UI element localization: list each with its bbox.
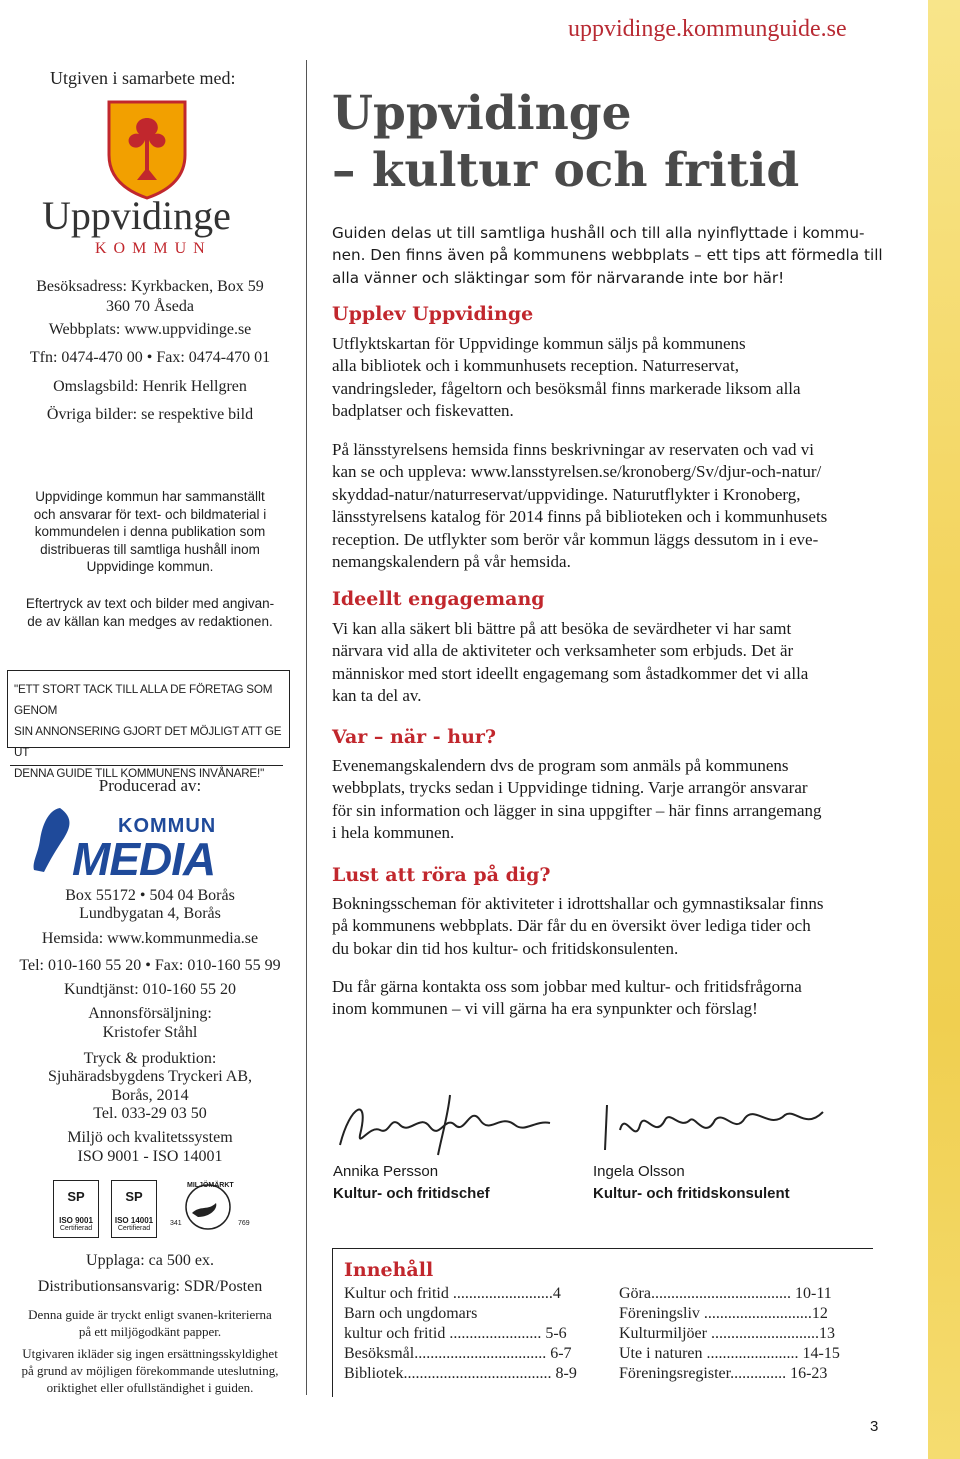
toc-item[interactable]: Föreningsregister.............. 16-23: [619, 1365, 828, 1382]
media-logo-top: KOMMUN: [118, 815, 217, 837]
cover-photo-credit: Omslagsbild: Henrik Hellgren: [53, 378, 247, 395]
section-lust-p2: Du får gärna kontakta oss som jobbar med kultur- och fritidsfrågorna inom kommunen – vi vill gärna ha era synpunkter och förslag!: [332, 977, 802, 1019]
env-label: Miljö och kvalitetssystem: [67, 1129, 233, 1146]
cert1-top: SP: [67, 1189, 85, 1204]
signature-ingela-icon: [595, 1090, 835, 1160]
toc-item[interactable]: Ute i naturen ....................... 14-15: [619, 1345, 840, 1362]
section-title-lust: Lust att röra på dig?: [332, 864, 551, 886]
table-of-contents: [332, 1248, 873, 1397]
cert2-top: SP: [125, 1189, 143, 1204]
divider: [10, 765, 283, 766]
producer-customer-service: Kundtjänst: 010-160 55 20: [64, 981, 236, 998]
published-with-label: Utgiven i samarbete med:: [50, 68, 236, 88]
kommun-website: Webbplats: www.uppvidinge.se: [48, 321, 252, 338]
cert1-sub: Certifierad: [59, 1225, 93, 1232]
producer-phone: Tel: 010-160 55 20 • Fax: 010-160 55 99: [19, 957, 281, 974]
kommun-logo-sub: KOMMUN: [95, 240, 212, 257]
toc-item[interactable]: Barn och ungdomars: [344, 1305, 478, 1322]
section-title-upplev: Upplev Uppvidinge: [332, 303, 534, 325]
responsibility-note: Uppvidinge kommun har sammanställt och ansvarar för text- och bildmaterial i kommundelen i denna publikation som distribueras till samtliga hushåll inom Uppvidinge kommun.: [33, 489, 267, 574]
toc-item[interactable]: Föreningsliv ...........................12: [619, 1305, 828, 1322]
postal-address: 360 70 Åseda: [106, 298, 194, 315]
media-logo-bottom: MEDIA: [72, 833, 216, 885]
signature-1-name: Annika Persson: [333, 1163, 439, 1180]
kommun-coat-of-arms-icon: [107, 100, 187, 200]
toc-title: Innehåll: [344, 1259, 434, 1281]
toc-item[interactable]: Besöksmål................................. 6-7: [344, 1345, 572, 1362]
visit-address: Besöksadress: Kyrkbacken, Box 59: [36, 278, 264, 295]
page-number: 3: [870, 1418, 879, 1435]
distribution: Distributionsansvarig: SDR/Posten: [37, 1278, 263, 1295]
other-photos-credit: Övriga bilder: se respektive bild: [46, 406, 254, 423]
print-city: Borås, 2014: [111, 1087, 189, 1104]
section-var-nar-p: Evenemangskalendern dvs de program som anmäls på kommunens webbplats, trycks sedan i Uppvidinge tidning. Varje arrangör ansvarar för sin information och lägger in sina uppgifter – här finns arrangemang i hela kommunen.: [332, 756, 822, 843]
section-lust-p1: Bokningsscheman för aktiviteter i idrottshallar och gymnastiksalar finns på kommunens webbplats. Där får du en översikt över lediga tider och du bokar din tid hos kultur- och fritidskonsulenten.: [332, 894, 824, 958]
signature-1-role: Kultur- och fritidschef: [333, 1185, 490, 1202]
print-label: Tryck & produktion:: [83, 1050, 217, 1067]
cert2-sub: Certifierad: [117, 1225, 151, 1232]
kommun-logo-name: Uppvidinge: [42, 193, 231, 238]
cert2-bottom: ISO 14001: [114, 1216, 154, 1225]
eco-num-1: 341: [170, 1220, 182, 1227]
section-title-ideellt: Ideellt engagemang: [332, 588, 545, 610]
toc-item[interactable]: Kulturmiljöer ...........................13: [619, 1325, 835, 1342]
toc-item[interactable]: kultur och fritid ....................... 5-6: [344, 1325, 567, 1342]
eco-num-2: 769: [238, 1220, 250, 1227]
page-title-line-1: Uppvidinge: [332, 86, 632, 141]
producer-website: Hemsida: www.kommunmedia.se: [41, 930, 259, 947]
eco-label: MILJÖMÄRKT: [187, 1182, 234, 1189]
section-upplev-p2: På länsstyrelsens hemsida finns beskrivningar av reservaten och vad vi kan se och uppleva: www.lansstyrelsen.se/kronoberg/Sv/djur-och-natur/ skyddad-natur/naturreservat/uppvidinge. Naturutflykter i Kronoberg, länsstyrelsens katalog för 2014 finns på biblioteken och i kommunhusets reception. De utflykter som berör vår kommun läggs dessutom in i eve- nemangskalendern på vår hemsida.: [332, 440, 828, 572]
toc-item[interactable]: Bibliotek..................................... 8-9: [344, 1365, 577, 1382]
ad-sales-label: Annonsförsäljning:: [88, 1005, 212, 1022]
thanks-box: "ETT STORT TACK TILL ALLA DE FÖRETAG SOM GENOM SIN ANNONSERING GJORT DET MÖJLIGT ATT GE UT DENNA GUIDE TILL KOMMUNENS INVÅNARE!": [7, 670, 290, 748]
produced-by-label: Producerad av:: [98, 776, 202, 795]
site-url: uppvidinge.kommunguide.se: [568, 16, 847, 42]
iso9001-cert-badge: [53, 1180, 99, 1238]
column-divider: [306, 60, 307, 1395]
section-upplev-p1: Utflyktskartan för Uppvidinge kommun säljs på kommunens alla bibliotek och i kommunhusets reception. Naturreservat, vandringsleder, fågeltorn och besöksmål finns markerade liksom alla badplatser och fiskevatten.: [332, 334, 801, 421]
iso14001-cert-badge: [111, 1180, 157, 1238]
kommun-phone: Tfn: 0474-470 00 • Fax: 0474-470 01: [29, 349, 271, 366]
print-tel: Tel. 033-29 03 50: [93, 1105, 207, 1122]
intro-paragraph: Guiden delas ut till samtliga hushåll och till alla nyinflyttade i kommu- nen. Den finns även på kommunens webbplats – ett tips att förmedla till alla vänner och släktingar som för närvarande inte bor här!: [332, 224, 883, 287]
section-title-var-nar: Var – när - hur?: [332, 726, 497, 748]
cert1-bottom: ISO 9001: [59, 1216, 93, 1225]
toc-item[interactable]: Kultur och fritid .........................4: [344, 1285, 561, 1302]
signature-2-name: Ingela Olsson: [593, 1163, 685, 1180]
ad-sales-name: Kristofer Ståhl: [102, 1024, 198, 1041]
page-title-line-2: – kultur och fritid: [332, 143, 800, 198]
disclaimer: Utgivaren ikläder sig ingen ersättningsskyldighet på grund av möjligen förekommande uteslutning, oriktighet eller ofullständighet i guiden.: [21, 1346, 279, 1395]
swan-note: Denna guide är tryckt enligt svanen-kriterierna på ett miljögodkänt papper.: [28, 1307, 272, 1339]
signature-annika-icon: [330, 1085, 560, 1165]
edition: Upplaga: ca 500 ex.: [86, 1252, 214, 1269]
producer-address-1: Box 55172 • 504 04 Borås: [65, 887, 235, 904]
toc-item[interactable]: Göra................................... 10-11: [619, 1285, 832, 1302]
decorative-stripe: [928, 0, 960, 1459]
section-ideellt-p: Vi kan alla säkert bli bättre på att besöka de sevärdheter vi har samt närvara vid alla de aktiviteter och verksamheter som erbjuds. Det är människor med stort ideellt engagemang som åstadkommer det vi alla kan ta del av.: [332, 619, 809, 706]
producer-address-2: Lundbygatan 4, Borås: [79, 905, 221, 922]
env-iso: ISO 9001 - ISO 14001: [77, 1148, 223, 1165]
reprint-note: Eftertryck av text och bilder med angivan- de av källan kan medges av redaktionen.: [25, 596, 275, 629]
signature-2-role: Kultur- och fritidskonsulent: [593, 1185, 790, 1202]
print-company: Sjuhäradsbygdens Tryckeri AB,: [48, 1068, 252, 1085]
